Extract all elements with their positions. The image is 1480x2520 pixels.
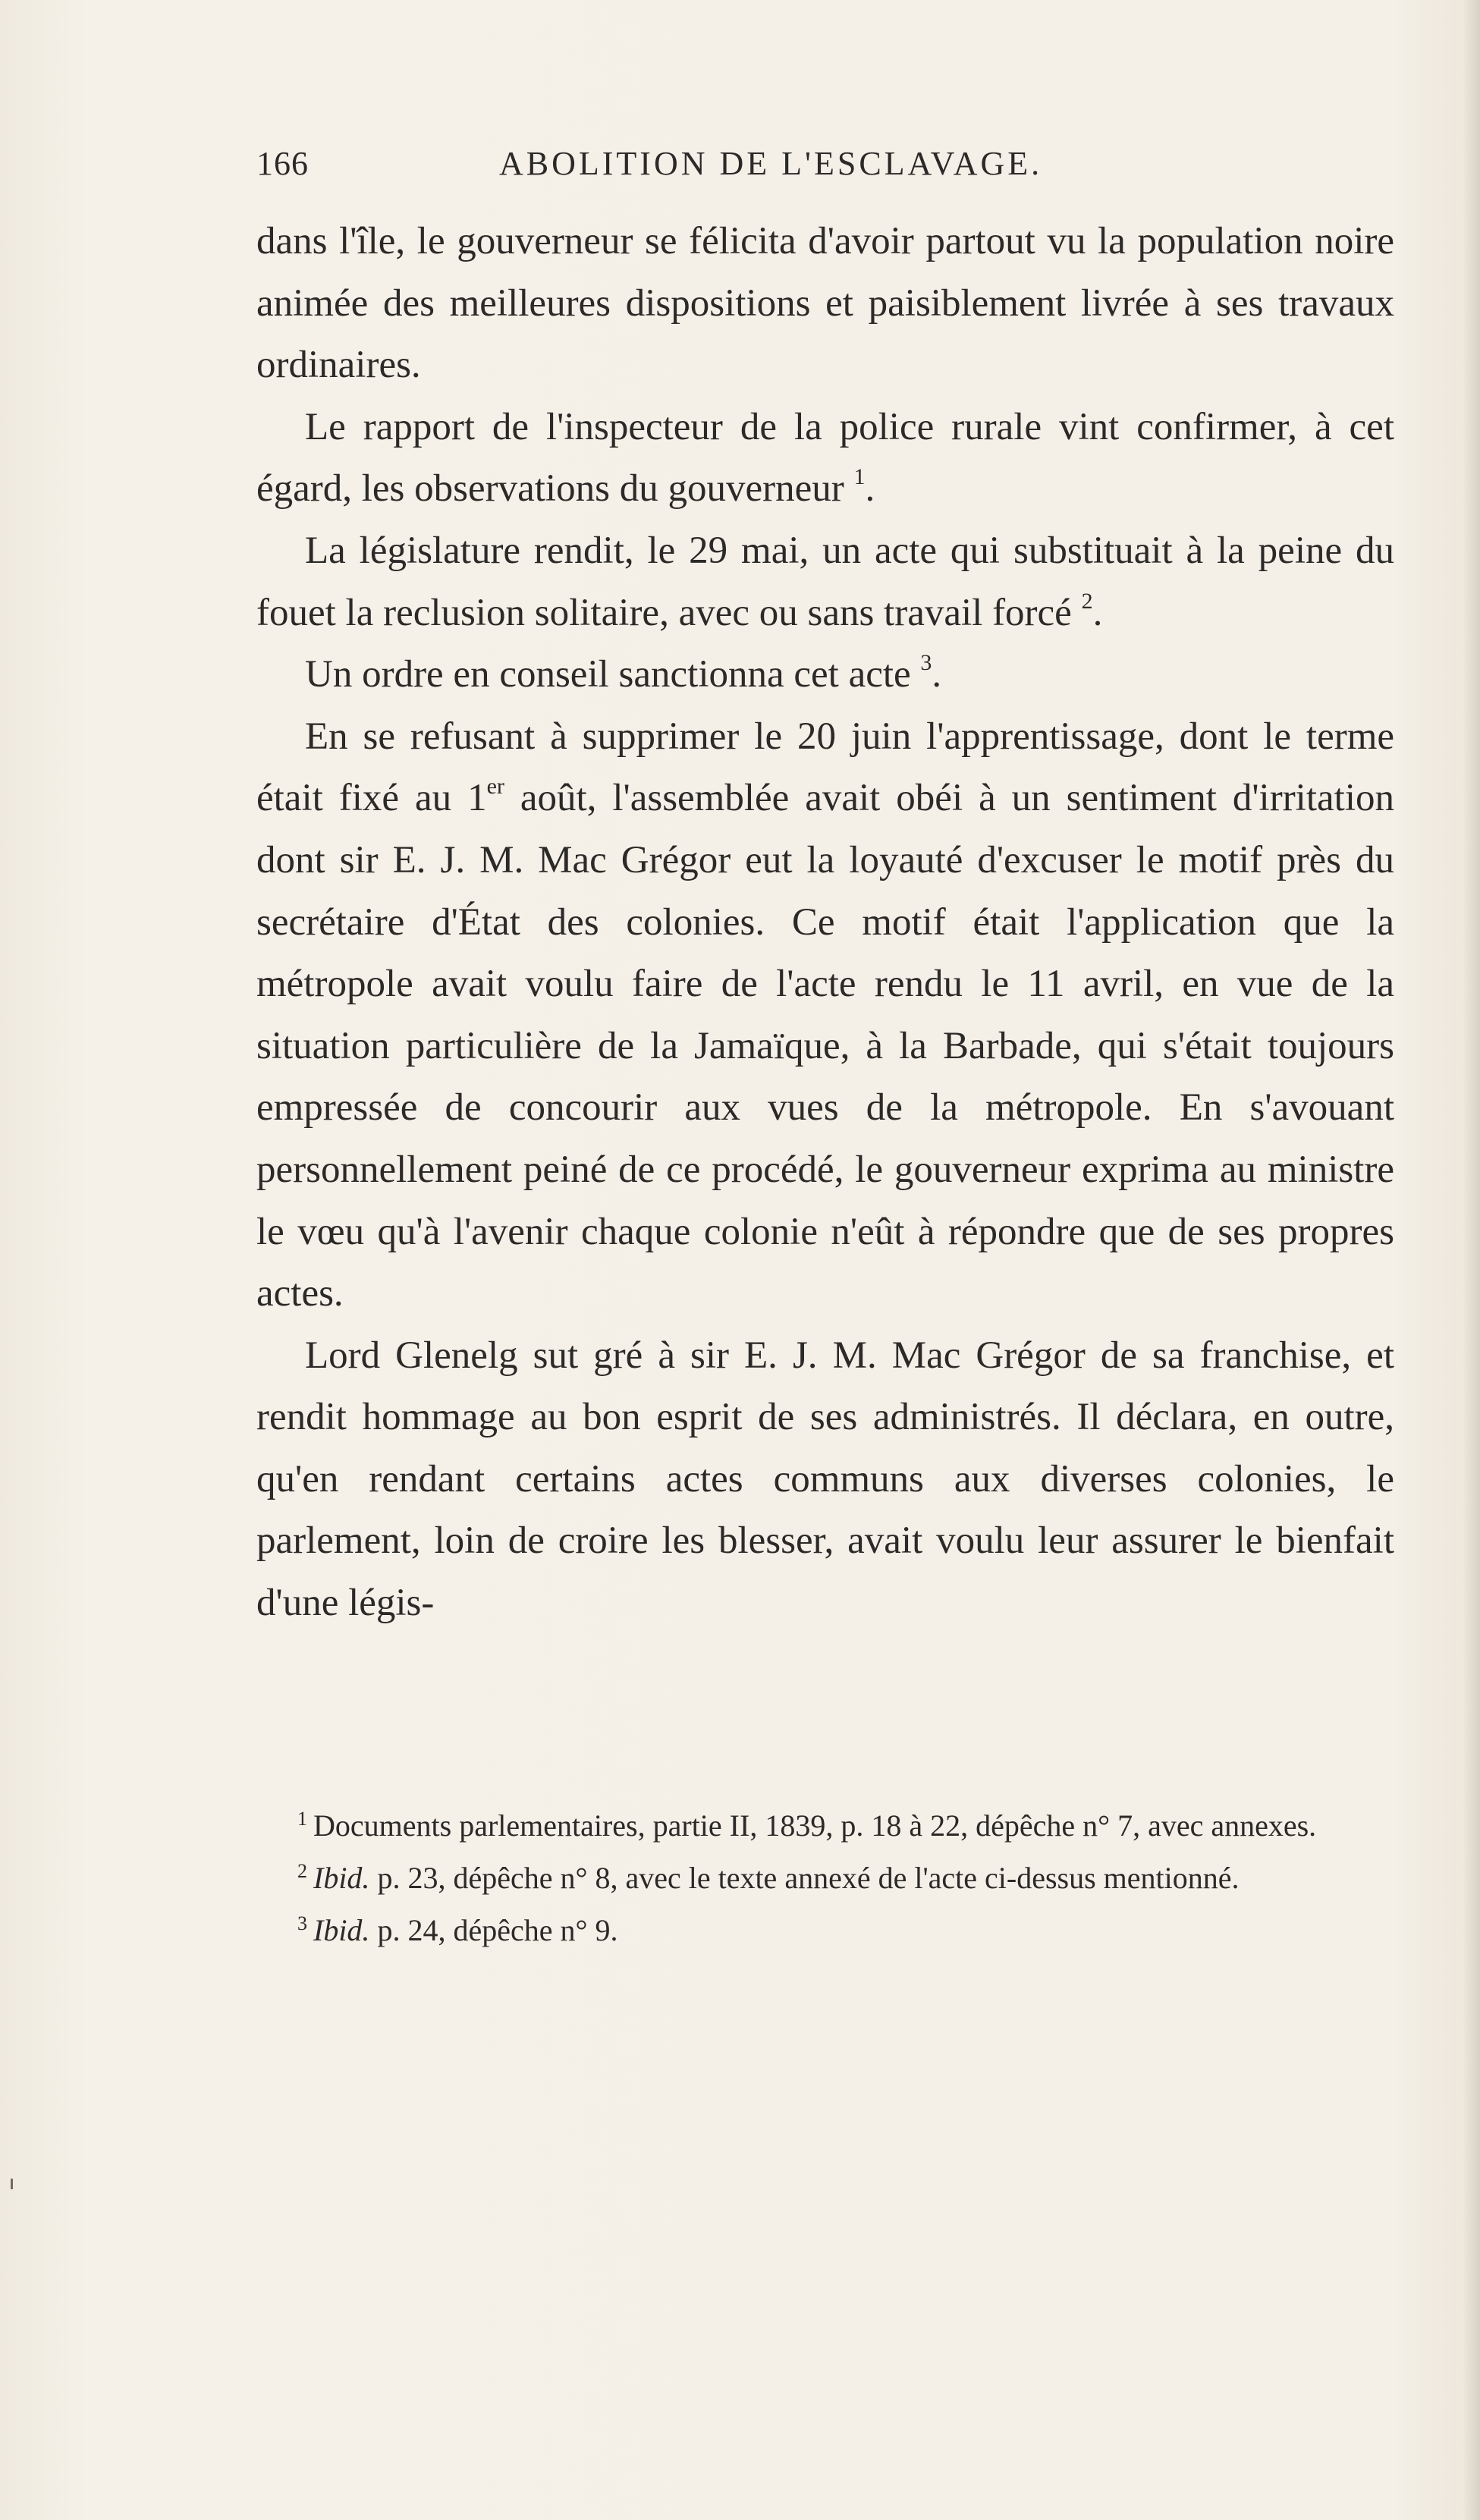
page-number: 166 (256, 145, 309, 182)
paragraph-4-text: Un ordre en conseil sanctionna cet acte (305, 653, 921, 696)
footnote-2-mark: 2 (297, 1860, 307, 1882)
footnote-2-text: p. 23, dépêche n° 8, avec le texte annexé de l'acte ci-dessus mentionné. (369, 1861, 1240, 1895)
footnote-1 (256, 1802, 1394, 1854)
ordinal-suffix: er (486, 774, 504, 800)
paragraph-3-end: . (1092, 591, 1103, 634)
paragraph-5-start: En se refusant à supprimer le 20 juin l'apprentissage, dont le terme était fixé au 1 (256, 715, 1394, 820)
paragraph-3-text: La législature rendit, le 29 mai, un acte qui substituait à la peine du fouet la reclusion solitaire, avec ou sans travail forcé (256, 529, 1394, 634)
paragraph-2 (256, 397, 1394, 520)
footnote-2-ibid: Ibid. (313, 1861, 370, 1895)
body-text (256, 211, 1394, 1635)
paragraph-2-text: Le rapport de l'inspecteur de la police rurale vint confirmer, à cet égard, les observations du gouverneur (256, 405, 1394, 511)
footnote-3-text: p. 24, dépêche n° 9. (369, 1913, 618, 1947)
paragraph-4 (256, 644, 1394, 706)
page-header (256, 144, 1394, 197)
page-edge-shadow (1463, 0, 1480, 2520)
paragraph-5 (256, 706, 1394, 1325)
footnote-ref-1[interactable]: 1 (853, 464, 866, 490)
footnote-ref-2[interactable]: 2 (1081, 588, 1093, 614)
paragraph-6: Lord Glenelg sut gré à sir E. J. M. Mac Grégor de sa franchise, et rendit hommage au bon esprit de ses administrés. Il déclara, en outre, qu'en rendant certains actes communs aux diverses colonies, le parlement, loin de croire les blesser, avait voulu leur assurer le bienfait d'une légis- (256, 1334, 1394, 1625)
paragraph-3 (256, 520, 1394, 644)
paragraph-4-end: . (932, 653, 942, 696)
footnote-3 (256, 1906, 1394, 1959)
footnote-2 (256, 1854, 1394, 1906)
footnote-3-mark: 3 (297, 1912, 307, 1934)
footnotes (256, 1802, 1394, 1959)
footnote-1-mark: 1 (297, 1808, 307, 1830)
footnote-1-text: Documents parlementaires, partie II, 1839, p. 18 à 22, dépêche n° 7, avec annexes. (313, 1808, 1317, 1843)
paragraph-5-rest: août, l'assemblée avait obéi à un sentiment d'irritation dont sir E. J. M. Mac Grégor eut la loyauté d'excuser le motif près du secrétaire d'État des colonies. Ce motif était l'application que la métropole avait voulu faire de l'acte rendu le 11 avril, en vue de la situation particulière de la Jamaïque, à la Barbade, qui s'était toujours empressée de concourir aux vues de la métropole. En s'avouant personnellement peiné de ce procédé, le gouverneur exprima au ministre le vœu qu'à l'avenir chaque colonie n'eût à répondre que de ses propres actes. (256, 777, 1394, 1315)
paragraph-1: dans l'île, le gouverneur se félicita d'avoir partout vu la population noire animée des meilleures dispositions et paisiblement livrée à ses travaux ordinaires. (256, 220, 1394, 387)
running-head: ABOLITION DE L'ESCLAVAGE. (499, 145, 1043, 182)
paragraph-2-end: . (865, 467, 875, 511)
footnote-3-ibid: Ibid. (313, 1913, 370, 1947)
footnote-ref-3[interactable]: 3 (920, 650, 932, 676)
margin-speck (11, 2179, 13, 2189)
